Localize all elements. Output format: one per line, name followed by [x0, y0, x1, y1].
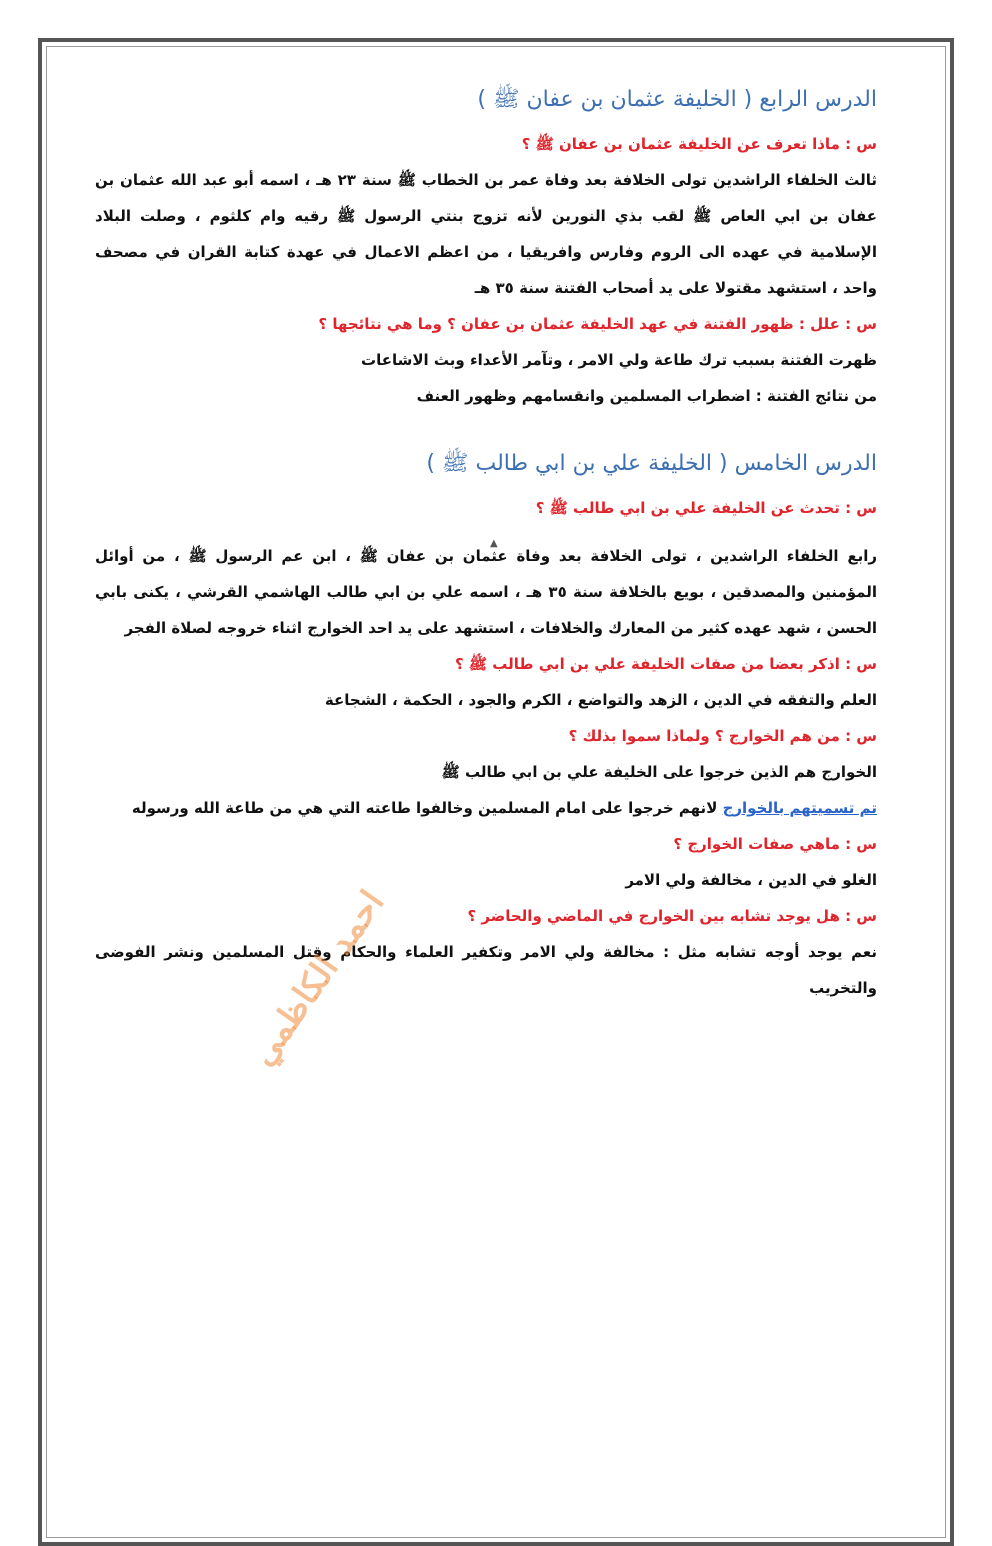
spacer: [95, 526, 877, 538]
lesson-4-answer-3: من نتائج الفتنة : اضطراب المسلمين وانقسامهم وظهور العنف: [416, 387, 877, 405]
lesson-5-title: الدرس الخامس ( الخليفة علي بن ابي طالب ﷺ ): [426, 451, 877, 476]
lesson-5-answer-3: الخوارج هم الذين خرجوا على الخليفة علي بن ابي طالب ﷺ: [441, 763, 877, 781]
lesson-5-answer-1: رابع الخلفاء الراشدين ، تولى الخلافة بعد وفاة عثمان بن عفان ﷺ ، ابن عم الرسول ﷺ ، من أوائل المؤمنين والمصدقين ، بويع بالخلافة سنة ٣٥ هـ ، اسمه علي بن ابي طالب الهاشمي القرشي ، يكنى بابي الحسن ، شهد عهده كثير من المعارك والخلافات ، استشهد على يد احد الخوارج اثناء خروجه لصلاة الفجر: [95, 547, 877, 637]
naming-link[interactable]: تم تسميتهم بالخوارج: [722, 799, 877, 817]
caret-icon: ▲: [490, 538, 498, 549]
document-content: [95, 80, 877, 1006]
lesson-4-question-1: س : ماذا تعرف عن الخليفة عثمان بن عفان ﷺ ؟: [521, 135, 877, 153]
watermark: احمد الكاظمي: [242, 883, 393, 1074]
lesson-5-answer-4-rest: لانهم خرجوا على امام المسلمين وخالفوا طاعته التي هي من طاعة الله ورسوله: [131, 799, 723, 817]
lesson-5-question-5: س : هل يوجد تشابه بين الخوارج في الماضي والحاضر ؟: [467, 907, 877, 925]
section-gap: [95, 414, 877, 444]
lesson-4-answer-2: ظهرت الفتنة بسبب ترك طاعة ولي الامر ، وتآمر الأعداء وبث الاشاعات: [361, 351, 877, 369]
lesson-5-answer-6: نعم يوجد أوجه تشابه مثل : مخالفة ولي الامر وتكفير العلماء والحكام وقتل المسلمين ونشر الفوضى والتخريب: [95, 943, 877, 997]
lesson-5-question-1: س : تحدث عن الخليفة علي بن ابي طالب ﷺ ؟: [535, 499, 877, 517]
lesson-4-answer-1: ثالث الخلفاء الراشدين تولى الخلافة بعد وفاة عمر بن الخطاب ﷺ سنة ٢٣ هـ ، اسمه أبو عبد الله عثمان بن عفان بن ابي العاص ﷺ لقب بذي النورين لأنه تزوج بنتي الرسول ﷺ رقيه وام كلثوم ، وصلت البلاد الإسلامية في عهده الى الروم وفارس وافريقيا ، من اعظم الاعمال في عهدة كتابة القران في مصحف واحد ، استشهد مقتولا على يد أصحاب الفتنة سنة ٣٥ هـ: [95, 171, 877, 297]
lesson-5-question-4: س : ماهي صفات الخوارج ؟: [673, 835, 877, 853]
lesson-5-answer-2: العلم والتفقه في الدين ، الزهد والتواضع ، الكرم والجود ، الحكمة ، الشجاعة: [324, 691, 877, 709]
lesson-5-answer-5: الغلو في الدين ، مخالفة ولي الامر: [625, 871, 877, 889]
lesson-5-question-3: س : من هم الخوارج ؟ ولماذا سموا بذلك ؟: [568, 727, 877, 745]
lesson-5-question-2: س : اذكر بعضا من صفات الخليفة علي بن ابي طالب ﷺ ؟: [455, 655, 877, 673]
lesson-4-question-2: س : علل : ظهور الفتنة في عهد الخليفة عثمان بن عفان ؟ وما هي نتائجها ؟: [318, 315, 877, 333]
lesson-5-answer-4: [95, 790, 877, 826]
lesson-4-title: الدرس الرابع ( الخليفة عثمان بن عفان ﷺ ): [477, 87, 877, 112]
